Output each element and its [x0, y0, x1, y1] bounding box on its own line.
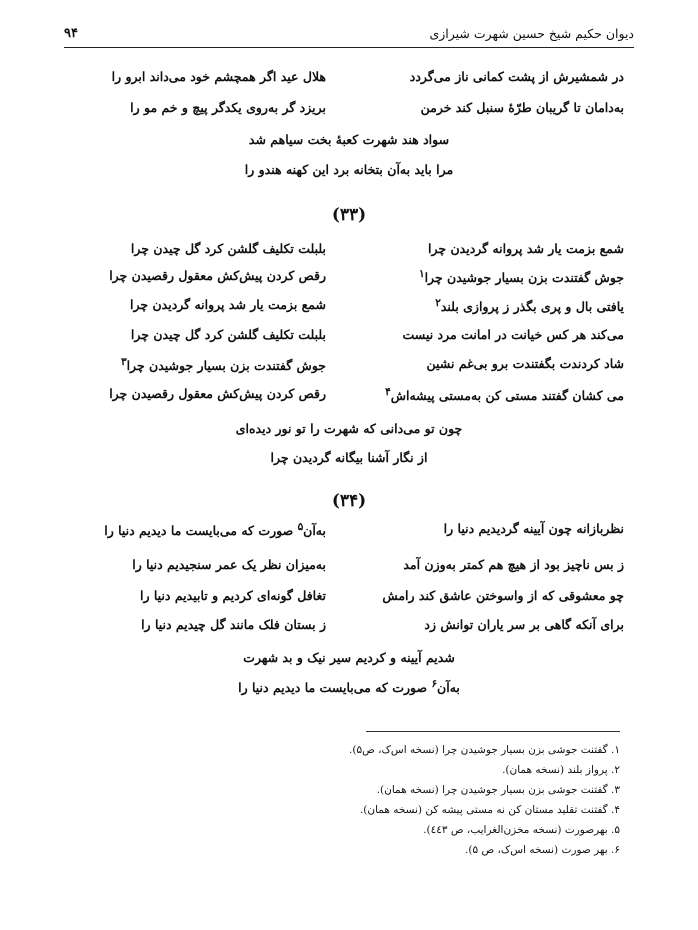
hemistich-right [435, 297, 624, 314]
closing-line: از نگار آشنا بیگانه گردیدن چرا [270, 450, 428, 465]
hemistich-left: رقص کردن پیش‌کش معقول رقصیدن چرا [109, 386, 326, 401]
couplet [74, 557, 624, 581]
couplet [74, 521, 624, 545]
hemistich-right: در شمشیرش از پشت کمانی ناز می‌گردد [409, 69, 624, 84]
footnote-ref: ۲ [435, 297, 441, 309]
hemistich-left: بلبلت تکلیف گلشن کرد گل چیدن چرا [130, 327, 326, 342]
ghazal-number: (۳۳) [331, 205, 367, 225]
couplet [74, 356, 624, 380]
hemistich-left: شمع بزمت یار شد پروانه گردیدن چرا [130, 297, 326, 312]
couplet [74, 241, 624, 265]
footnote-ref: ۳ [120, 356, 127, 368]
footnote: ۴. گفتنت تقلید مستان کن نه مستی پیشه کن (نسخه همان). [359, 804, 620, 816]
hemistich-text: به‌آن [303, 523, 326, 539]
hemistich-left [121, 356, 326, 373]
closing-text: صورت که می‌بایست ما دیدیم دنیا را [238, 680, 432, 696]
hemistich-right [385, 386, 624, 403]
footnotes [349, 744, 620, 864]
closing-line: مرا باید به‌آن بتخانه برد این کهنه هندو را [244, 162, 454, 177]
running-header [64, 26, 634, 48]
hemistich-text: جوش گفتندت بزن بسیار جوشیدن چرا [126, 358, 326, 374]
hemistich-right: شاد کردندت بگفتندت برو بی‌غم نشین [426, 356, 624, 371]
hemistich-text: صورت که می‌بایست ما دیدیم دنیا را [104, 523, 298, 539]
hemistich-left: به‌میزان نظر یک عمر سنجیدیم دنیا را [132, 557, 326, 572]
closing-line: سواد هند شهرت کعبهٔ بخت سیاهم شد [248, 132, 450, 147]
hemistich-left: رقص کردن پیش‌کش معقول رقصیدن چرا [109, 268, 326, 283]
hemistich-right: ز بس ناچیز بود از هیچ هم کمتر به‌وزن آمد [403, 557, 624, 572]
hemistich-left [104, 521, 326, 538]
couplet [74, 268, 624, 292]
hemistich-right: شمع بزمت یار شد پروانه گردیدن چرا [428, 241, 624, 256]
book-title: دیوان حکیم شیخ حسین شهرت شیرازی [429, 26, 634, 41]
couplet [74, 386, 624, 410]
hemistich-right [419, 268, 624, 285]
footnote: ۶. بهر صورت (نسخه اس‌ک، ص ۵). [465, 844, 620, 856]
closing-line: چون تو می‌دانی که شهرت را تو نور دیده‌ای [235, 421, 463, 436]
couplet [74, 69, 624, 93]
hemistich-right: به‌دامان تا گریبان طرّهٔ سنبل کند خرمن [420, 100, 624, 115]
couplet [74, 100, 624, 124]
hemistich-right: می‌کند هر کس خیانت در امانت مرد نیست [402, 327, 624, 342]
footnote: ۳. گفتنت جوشی بزن بسیار جوشیدن چرا (نسخه همان). [376, 784, 620, 796]
hemistich-right: نظربازانه چون آیینه گردیدیم دنیا را [443, 521, 624, 536]
closing-line [0, 678, 698, 695]
footnote: ۱. گفتنت جوشی بزن بسیار جوشیدن چرا (نسخه اس‌ک، ص۵). [349, 744, 620, 756]
footnote-ref: ۵ [297, 521, 304, 533]
couplet [74, 327, 624, 351]
footnote-ref: ۱ [418, 268, 425, 280]
hemistich-left: ز بستان فلک مانند گل چیدیم دنیا را [141, 617, 326, 632]
hemistich-text: می کشان گفتند مستی کن به‌مستی پیشه‌اش [390, 388, 624, 404]
ghazal-number: (۳۴) [331, 491, 367, 511]
hemistich-right: چو معشوقی که از واسوختن عاشق کند رامش [382, 588, 624, 603]
hemistich-left: تغافل گونه‌ای کردیم و تابیدیم دنیا را [140, 588, 326, 603]
couplet [74, 588, 624, 612]
footnote-rule [366, 731, 620, 732]
couplet [74, 617, 624, 641]
closing-line: شدیم آیینه و کردیم سیر نیک و بد شهرت [243, 650, 455, 665]
hemistich-right: برای آنکه گاهی بر سر یاران توانش زد [424, 617, 624, 632]
footnote-ref: ۶ [431, 678, 438, 690]
hemistich-left: بلبلت تکلیف گلشن کرد گل چیدن چرا [130, 241, 326, 256]
closing-text: به‌آن [437, 680, 460, 696]
couplet [74, 297, 624, 321]
hemistich-left: هلال عید اگر همچشم خود می‌داند ابرو را [111, 69, 326, 84]
hemistich-text: جوش گفتندت بزن بسیار جوشیدن چرا [424, 270, 624, 286]
header-rule [64, 47, 634, 48]
footnote-ref: ۴ [385, 386, 391, 398]
footnote: ۲. پرواز بلند (نسخه همان). [502, 764, 620, 776]
hemistich-left: بریزد گر به‌روی یکدگر پیچ و خم مو را [130, 100, 326, 115]
hemistich-text: یافتی بال و پری بگذر ز پروازی بلند [440, 299, 624, 315]
page-number: ۹۴ [64, 26, 78, 41]
footnote: ۵. بهرصورت (نسخه مخزن‌الغرایب، ص ٤٤٣). [423, 824, 620, 836]
